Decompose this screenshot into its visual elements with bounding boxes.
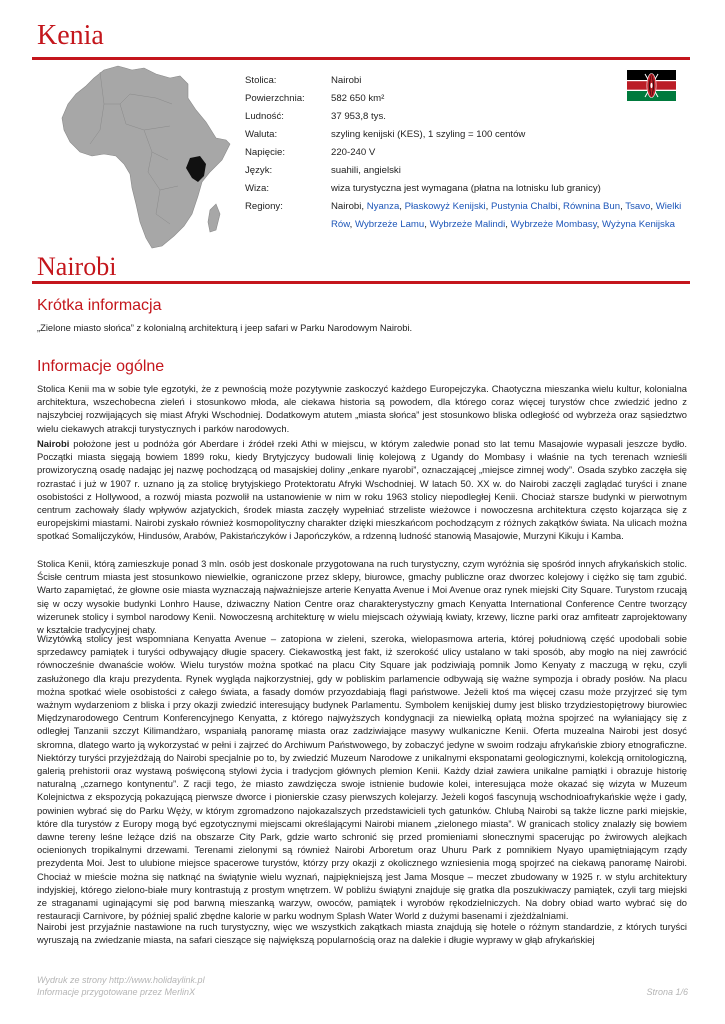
footer-credit: Informacje przygotowane przez MerlinX (37, 987, 196, 997)
city-title: Nairobi (37, 252, 117, 281)
general-paragraph-5: Nairobi jest przyjaźnie nastawione na ruch turystyczny, więc we wszystkich zakątkach miasta znajdują się hotele o różnym standardzie, z których turyści wyruszają na zwiedzanie miasta, na safari cieszące się największą popularnością oraz na dalekie i długie wyprawy w głąb afrykańskiej (37, 921, 687, 946)
general-paragraph-2 (37, 437, 687, 543)
info-label: Ludność: (245, 111, 284, 122)
general-paragraph-3: Stolica Kenii, którą zamieszkuje ponad 3 mln. osób jest doskonale przygotowana na ruch turystyczny, czym wyróżnia się spośród innych afrykańskich stolic. Ścisłe centrum miasta jest stosunkowo niewielkie, ograniczone przez sklepy, biurowce, gmachy publiczne oraz dworzec kolejowy i ciężko się tam zgubić. Warto zapamiętać, że głowne osie miasta wyznaczają najważniejsze arterie Kenyatta Avenue i Moi Avenue oraz rynek miejski City Square. Turystom rzucają się w oczy wysokie budynki Lonhro Hause, dziwaczny Nation Centre oraz charakterystyczny gmach Kenyatta International Conference Centre tworzący wizerunek stolicy i symbol narodowy Kenii. Nowoczesną architekturę w wielu miejscach ożywiają kwiaty, krzewy, liczne parki oraz amfiteatr zaprojektowany w kształcie tradycyjnej chaty. (37, 558, 687, 636)
info-value: szyling kenijski (KES), 1 szyling = 100 centów (331, 129, 526, 140)
region-link[interactable]: Wybrzeże Mombasy (510, 219, 597, 230)
info-value: 582 650 km² (331, 93, 385, 104)
info-row-currency (245, 126, 695, 144)
info-label: Stolica: (245, 75, 277, 86)
africa-map-icon (60, 64, 232, 250)
kenya-flag-icon (627, 70, 676, 101)
short-info-text: „Zielone miasto słońca” z kolonialną architekturą i jeep safari w Parku Narodowym Nairobi. (37, 322, 413, 333)
info-value: Nairobi (331, 75, 362, 86)
general-paragraph-4: Wizytówką stolicy jest wspomniana Kenyatta Avenue – zatopiona w zieleni, szeroka, wielopasmowa arteria, której południową część upodobali sobie sprzedawcy pamiątek i turyści odbywający długie spacery. Ciekawostką jest fakt, iż szerokość ulicy ustalano w taki sposób, aby mogło na niej zawrócić równocześnie dwanaście wołów. Wielu turystów można spotkać na placu City Square jak podziwiają pomnik Jomo Kenyaty z maczugą w ręku, czyli zasłużonego dla kraju prezydenta. Rynek wygląda najkorzystniej, gdy w pobliskim parlamencie odbywają się ważne sympozja i obrady posłów. Na placu można spotkać wiele osobistości z całego świata, a fasady domów przyozdabiają flagi państwowe. Jeżeli ktoś ma więcej czasu może przyjrzeć się tym ważnym wydarzeniom z bliska i przy okazji zwiedzić interesujący budynek Parlamentu. Symbolem kenijskiej dumy jest blisko trzydziestopiętrowy biurowiec Międzynarodowego Centrum Konferencyjnego Kenyatta, z którego najwyższych kondygnacji za niewielką opłatą można spojrzeć na wyłaniający się z odległej Tanzanii szczyt Kilimandżaro, wspaniałą panoramę miasta oraz zadziwiające masywy wulkaniczne Kenii. Oferta muzealna Nairobi jest dosyć skromna, dlatego warto ją wykorzystać w pełni i zajrzeć do Archiwum Państwowego, by zobaczyć jedyne w swoim rodzaju afrykańskie zbiory etnograficzne. Niektórzy turyści przyjeżdżają do Nairobi specjalnie po to, by zwiedzić Muzeum Narodowe z unikalnymi eksponatami geologicznymi, kolekcją ornitologiczną, galerią prehistorii oraz wystawą poświęconą stylowi życia i tradycjom głównych plemion Kenii. Każdy dział zawiera unikalne pamiątki i obrazuje historię naturalną „czarnego kontynentu”. Z racji tego, że miasto zawdzięcza swoje istnienie budowie kolei, interesująca może okazać się wizyta w Muzeum Kolejnictwa z ekspozycją pokazującą pierwsze dworce i pionierskie czasy pierwszych kolejarzy. Jeżeli kogoś fascynują wschodnioafrykańskie węże i gady, powinien wybrać się do Parku Węży, w którym zgromadzono najokazalszych przedstawicieli tych gatunków. Chlubą Nairobi są także liczne parki miejskie, które dla turystów z Europy mogą być egzotycznymi miejscami określającymi Nairobi mianem „zielonego miasta”. W granicach stolicy znalazły się bowiem dawne tereny leśne leżące dziś na obszarze City Park, gdzie warto schronić się przed promieniami słonecznymi spacerując po żwirowych alejkach ocienionych tropikalnymi drzewami. Terenami zielonymi są również Nairobi Arboretum oraz Uhuru Park z pomnikiem Nyayo upamiętniającym rządy prezydenta Moi. Jest to ulubione miejsce spacerowe turystów, którzy przy okazji z okolicznego wzniesienia mogą spojrzeć na ciekawą panoramę Nairobi. Chociaż w mieście można się natknąć na świątynie wielu wyznań, najpiękniejszą jest Jama Mosque – meczet zbudowany w 1925 r. w stylu architektury indyjskiej, którego zielono-białe mury kontrastują z prostym wnętrzem. W pobliżu świątyni znajduje się gratka dla poszukiwaczy pamiątek, czyli targ miejski ze straganami uginającymi się pod barwną mieszanką warzyw, owoców, pamiątek i wyrobów rękodzielniczych. Na dobry obiad warto wybrać się do restauracji Carnivore, by później spalić zbędne kalorie w parku wodnym Splash Water World z dużymi basenami i zjeżdżalniami. (37, 633, 687, 922)
general-paragraph-1: Stolica Kenii ma w sobie tyle egzotyki, że z pewnością może pozytywnie zaskoczyć każdego Europejczyka. Chaotyczna mieszanka wielu kultur, kolonialna architektura, wszechobecna zieleń i stosunkowo młoda, ale ciekawa historia są powodem, dla którego coraz więcej turystów chce zwiedzić jedno z najszybciej rozwijających się miast Afryki Wschodniej. Dodatkowym atutem „miasta słońca” jest stosunkowo bliska odległość od wybrzeża oraz sąsiedztwo wielu ciekawych atrakcji turystycznych i parków narodowych. (37, 383, 687, 434)
info-label: Regiony: (245, 201, 283, 212)
region-link[interactable]: Płaskowyż Kenijski (404, 201, 486, 212)
info-value: 220-240 V (331, 147, 376, 158)
info-value: 37 953,8 tys. (331, 111, 386, 122)
info-label: Powierzchnia: (245, 93, 305, 104)
section-title-general: Informacje ogólne (37, 358, 165, 375)
region-link[interactable]: Wybrzeże Malindi (429, 219, 506, 230)
page-footer (37, 974, 688, 998)
info-value: wiza turystyczna jest wymagana (płatna na lotnisku lub granicy) (331, 183, 601, 194)
city-divider (32, 281, 690, 284)
footer-source: Wydruk ze strony http://www.holidaylink.pl (37, 975, 205, 985)
info-row-regions (245, 198, 695, 234)
region-link[interactable]: Nyanza (366, 201, 400, 212)
region-link[interactable]: Wybrzeże Lamu (355, 219, 425, 230)
info-label: Wiza: (245, 183, 269, 194)
region-link[interactable]: Pustynia Chalbi (491, 201, 558, 212)
section-title-short-info: Krótka informacja (37, 297, 162, 314)
info-row-language (245, 162, 695, 180)
region-link[interactable]: Wyżyna Kenijska (602, 219, 675, 230)
info-label: Język: (245, 165, 273, 176)
info-label: Waluta: (245, 129, 278, 140)
madagascar-shape (208, 204, 220, 232)
region-text: Nairobi (331, 201, 362, 212)
info-label: Napięcie: (245, 147, 285, 158)
info-value: suahili, angielski (331, 165, 401, 176)
info-row-visa (245, 180, 695, 198)
region-link[interactable]: Wielki Rów (331, 201, 682, 230)
general-paragraph-2-text: położone jest u podnóża gór Aberdare i źródeł rzeki Athi w miejscu, w którym zaledwie ponad sto lat temu Masajowie wypasali jeszcze bydło. Początki miasta sięgają bowiem 1899 roku, kiedy Brytyjczycy budowali linię kolejową z Ugandy do Mombasy i właśnie na tych terenach wznieśli prowizoryczną osadę nadając jej nazwę pochodzącą od masajskiej doliny „enkare nyarobi”, oznaczającej „miejsce zimnej wody”. Osada szybko zaczęła się rozrastać i już w 1907 r. uznano ją za stolicę brytyjskiego Protektoratu Afryki Wschodniej. W latach 50. XX w. do Nairobi zaczęli zaglądać turyści i znane osobistości z Hollywood, a rozwój miasta pozwolił na ustanowienie w nim w roku 1963 stolicy niepodległej Kenii. Chociaż starsze budynki w pierwotnym centrum zachowały ślady wpływów azjatyckich, środek miasta zaczęły wypełniać strzeliste wieżowce i nowoczesna architektura często kojarząca się z europejskimi miastami. Nairobi zyskało również kosmopolityczny charakter dzięki mieszkańcom pochodzącym z różnych zakątków świata. Na ulicach można spotkać Somalijczyków, Hindusów, Arabów, Pakistańczyków i Japończyków, a rdzenną ludność stanowią Masajowie, Murzyni Kikuju i Kamba. (37, 438, 687, 542)
info-row-population (245, 108, 695, 126)
country-title: Kenia (37, 20, 104, 51)
page-number: Strona 1/6 (646, 987, 688, 997)
info-row-voltage (245, 144, 695, 162)
title-divider (32, 57, 690, 60)
regions-list: Nairobi, Nyanza, Płaskowyż Kenijski, Pustynia Chalbi, Równina Bun, Tsavo, Wielki Rów, Wybrzeże Lamu, Wybrzeże Malindi, Wybrzeże Mombasy, Wyżyna Kenijska (331, 201, 682, 230)
region-link[interactable]: Tsavo (625, 201, 651, 212)
city-name-bold: Nairobi (37, 438, 70, 449)
region-link[interactable]: Równina Bun (563, 201, 621, 212)
